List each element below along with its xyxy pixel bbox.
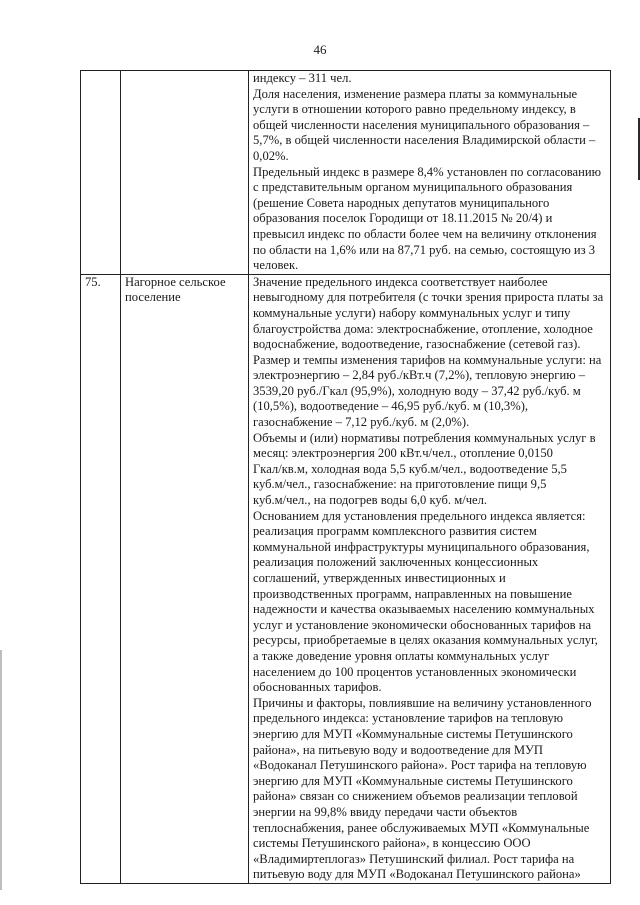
text-line: (решение Совета народных депутатов муниципального	[253, 195, 550, 210]
text-line: реализация положений заключенных концессионных	[253, 555, 539, 570]
text-line: энергию для МУП «Коммунальные системы Петушинского	[253, 726, 573, 741]
text-line: индексу – 311 чел.	[253, 71, 352, 85]
text-line: электроэнергию – 2,84 руб./кВт.ч (7,2%), тепловую энергию –	[253, 368, 586, 383]
description-cell	[249, 274, 611, 883]
description-cell	[249, 71, 611, 275]
text-line: Объемы и (или) нормативы потребления коммунальных услуг в	[253, 430, 596, 445]
description-text	[253, 71, 606, 274]
text-line: Значение предельного индекса соответствует наиболее	[253, 274, 548, 289]
text-line: общей численности населения муниципального образования –	[253, 117, 590, 132]
text-line: питьевую воду для МУП «Водоканал Петушинского района»	[253, 867, 581, 882]
text-line: Гкал/кв.м, холодная вода 5,5 куб.м/чел., водоотведение 5,5	[253, 461, 567, 476]
text-line: благоустройства дома: электроснабжение, отопление, холодное	[253, 321, 593, 336]
text-line: куб.м/чел., на подогрев воды 6,0 куб. м/чел.	[253, 493, 488, 508]
text-line: услуг и установление экономически обоснованных тарифов на	[253, 617, 592, 632]
text-line: 3539,20 руб./Гкал (95,9%), холодную воду – 37,42 руб./куб. м	[253, 383, 581, 398]
text-line: коммунальной инфраструктуры муниципального образования,	[253, 539, 590, 554]
municipality-name-cell	[121, 71, 249, 275]
text-line: энергии на 99,8% ввиду передачи части объектов	[253, 804, 518, 819]
municipality-name-cell	[121, 274, 249, 883]
text-line: месяц: электроэнергия 200 кВт.ч/чел., отопление 0,0150	[253, 446, 553, 461]
text-line: 0,02%.	[253, 148, 289, 163]
text-line: Доля населения, изменение размера платы за коммунальные	[253, 86, 578, 101]
text-line: района», на питьевую воду и водоотведение для МУП	[253, 742, 544, 757]
tariff-index-table	[80, 70, 611, 884]
text-line: реализация программ комплексного развития систем	[253, 524, 537, 539]
text-line: услуги в отношении которого равно предельному индексу, в	[253, 102, 576, 117]
description-text	[253, 275, 606, 883]
text-line: образования поселок Городищи от 18.11.2015 № 20/4) и	[253, 211, 553, 226]
text-line: Причины и факторы, повлиявшие на величину установленного	[253, 695, 592, 710]
text-line: района» связан со снижением объемов реализации тепловой	[253, 789, 578, 804]
text-line: Основанием для установления предельного индекса является:	[253, 508, 586, 523]
text-line: водоснабжение, водоотведение, газоснабжение (сетевой газ).	[253, 337, 581, 352]
text-line: человек.	[253, 258, 299, 273]
text-line: предельного индекса: установление тарифов на тепловую	[253, 711, 564, 726]
text-line: превысил индекс по области более чем на величину отклонения	[253, 226, 597, 241]
municipality-name	[125, 275, 244, 306]
text-line: «Владимиртеплогаз» Петушинский филиал. Рост тарифа на	[253, 851, 575, 866]
text-line: Предельный индекс в размере 8,4% установлен по согласованию	[253, 164, 602, 179]
text-line: Нагорное сельское	[125, 274, 226, 289]
text-line: теплоснабжения, ранее обслуживаемых МУП «Коммунальные	[253, 820, 590, 835]
row-number-cell: 75.	[81, 274, 121, 883]
text-line: соглашений, утвержденных инвестиционных и	[253, 571, 506, 585]
text-line: коммунальные услуги) набору коммунальных услуг и типу	[253, 305, 571, 320]
row-number-cell	[81, 71, 121, 275]
text-line: (10,5%), водоотведение – 46,95 руб./куб. м (10,3%),	[253, 399, 529, 414]
text-line: ресурсы, приобретаемые в целях оказания коммунальных услуг,	[253, 633, 598, 648]
text-line: надежности и качества оказываемых населению коммунальных	[253, 602, 595, 617]
text-line: а также доведение уровня оплаты коммунальных услуг	[253, 648, 550, 663]
text-line: системы Петушинского района», в концессию ООО	[253, 836, 531, 851]
text-line: с представительным органом муниципального образования	[253, 180, 573, 195]
text-line: куб.м/чел., газоснабжение: на приготовление пищи 9,5	[253, 477, 547, 492]
text-line: по области на 1,6% или на 87,71 руб. на семью, состоящую из 3	[253, 242, 596, 257]
text-line: газоснабжение – 7,12 руб./куб. м (2,0%).	[253, 415, 470, 430]
text-line: невыгодному для потребителя (с точки зрения прироста платы за	[253, 290, 604, 305]
text-line: поселение	[125, 290, 181, 305]
scan-left-edge	[0, 650, 2, 890]
text-line: производственных программ, направленных на повышение	[253, 586, 572, 601]
text-line: энергию для МУП «Коммунальные системы Петушинского	[253, 773, 573, 788]
table-row	[81, 71, 611, 275]
text-line: 5,7%, в общей численности населения Владимирской области –	[253, 133, 596, 148]
table-row	[81, 274, 611, 883]
text-line: «Водоканал Петушинского района». Рост тарифа на тепловую	[253, 758, 587, 773]
text-line: Размер и темпы изменения тарифов на коммунальные услуги: на	[253, 352, 602, 367]
page-number: 46	[313, 42, 327, 57]
text-line: населением до 100 процентов установленных экономически	[253, 664, 577, 679]
text-line: обоснованных тарифов.	[253, 680, 382, 695]
